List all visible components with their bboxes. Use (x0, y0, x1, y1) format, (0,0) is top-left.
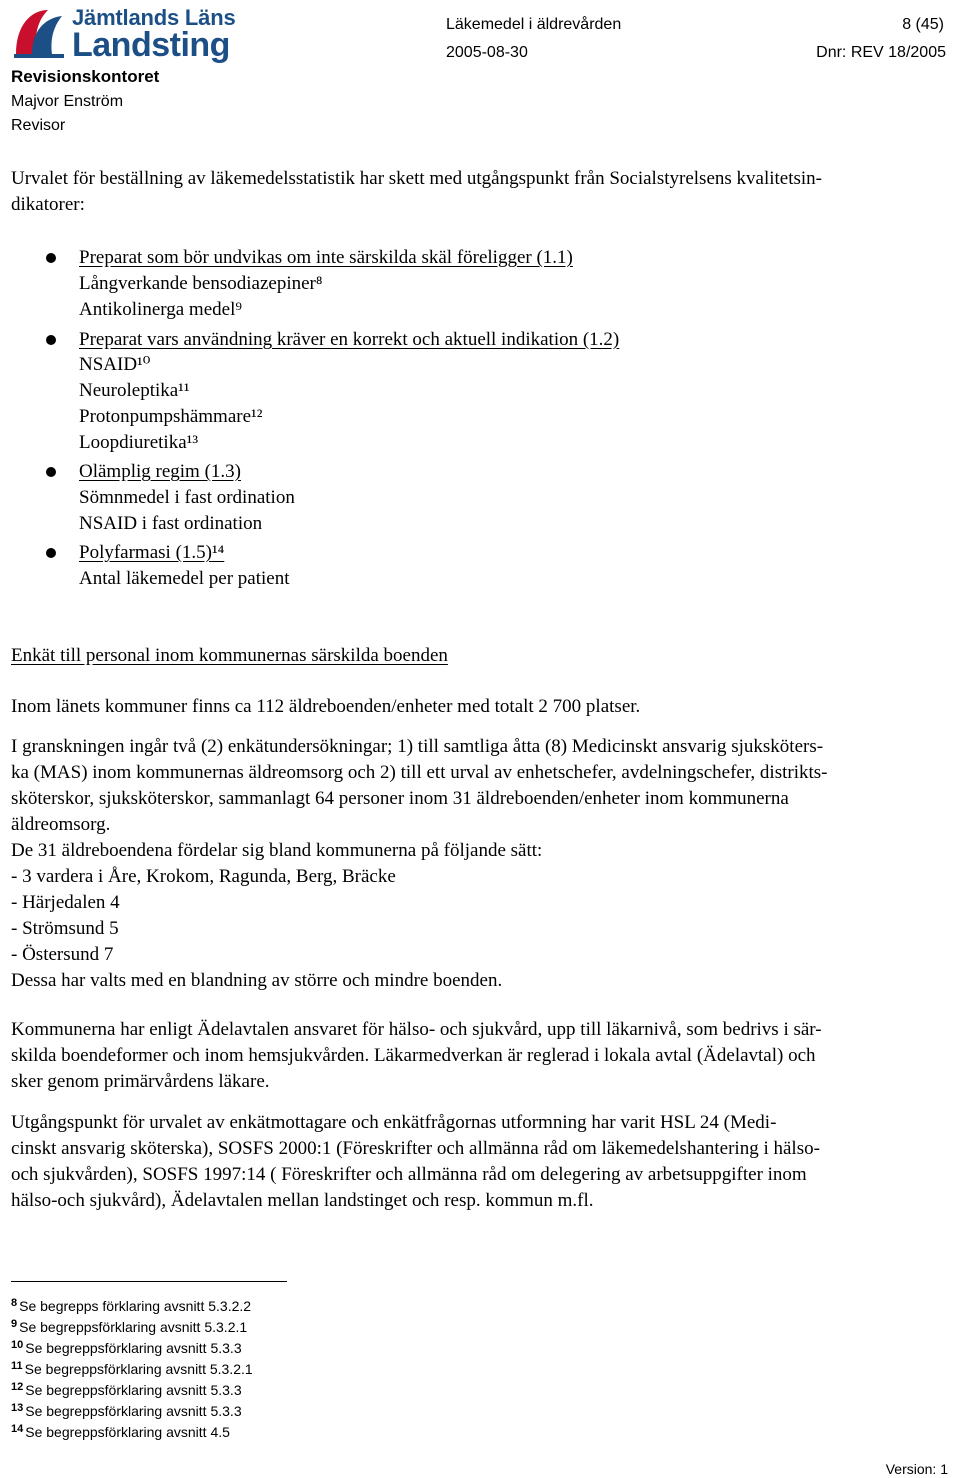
bullet-icon (46, 467, 56, 477)
indicator-item: NSAID i fast ordination (79, 513, 263, 534)
paragraph-facilities: Inom länets kommuner finns ca 112 äldreboenden/enheter med totalt 2 700 platser. (11, 696, 641, 717)
footnote-text: Se begreppsförklaring avsnitt 4.5 (25, 1424, 230, 1440)
indicator-item: Antal läkemedel per patient (79, 568, 290, 589)
text-line: - Östersund 7 (11, 944, 114, 965)
footnote-text: Se begreppsförklaring avsnitt 5.3.2.1 (24, 1361, 253, 1377)
text-line: ka (MAS) inom kommunernas äldreomsorg och 2) till ett urval av enhetschefer, avdelningschefer, distrikts- (11, 762, 828, 783)
footnote-text: Se begrepps förklaring avsnitt 5.3.2.2 (19, 1298, 252, 1314)
footnote-text: Se begreppsförklaring avsnitt 5.3.3 (25, 1403, 242, 1419)
footnote (11, 1381, 242, 1398)
indicator-item: NSAID¹⁰ (79, 354, 151, 375)
footnote (11, 1318, 247, 1335)
indicator-item: Långverkande bensodiazepiner⁸ (79, 273, 323, 294)
intro-line: dikatorer: (11, 194, 85, 215)
footnote-text: Se begreppsförklaring avsnitt 5.3.3 (25, 1340, 242, 1356)
text-line: Dessa har valts med en blandning av större och mindre boenden. (11, 970, 503, 991)
paragraph-responsibility (11, 1017, 949, 1095)
footnote-number: 9 (11, 1318, 18, 1330)
page-number: 8 (45) (902, 16, 944, 33)
paragraph-survey (11, 734, 949, 994)
footnote (11, 1402, 242, 1419)
text-line: cinskt ansvarig sköterska), SOSFS 2000:1 (Föreskrifter och allmänna råd om läkemedelshantering i hälso- (11, 1138, 820, 1159)
paragraph-basis (11, 1110, 949, 1214)
document-reference: Dnr: REV 18/2005 (816, 44, 946, 61)
indicator-title: Olämplig regim (1.3) (79, 461, 241, 482)
organization-logo (8, 2, 236, 66)
indicator-item: Loopdiuretika¹³ (79, 432, 199, 453)
bullet-icon (46, 253, 56, 263)
footnote-text: Se begreppsförklaring avsnitt 5.3.3 (25, 1382, 242, 1398)
footnote-number: 12 (11, 1381, 24, 1393)
author-role: Revisor (11, 117, 66, 134)
indicator-item: Protonpumpshämmare¹² (79, 406, 263, 427)
document-date: 2005-08-30 (446, 44, 528, 61)
logo-text-line1: Jämtlands Läns (72, 5, 236, 30)
text-line: - Härjedalen 4 (11, 892, 120, 913)
author-name: Majvor Enström (11, 93, 124, 110)
footnote-number: 10 (11, 1339, 24, 1351)
text-line: Kommunerna har enligt Ädelavtalen ansvaret för hälso- och sjukvård, upp till läkarnivå, som bedrivs i sär- (11, 1019, 822, 1040)
version-label: Version: 1 (885, 1461, 948, 1477)
text-line: De 31 äldreboendena fördelar sig bland kommunerna på följande sätt: (11, 840, 543, 861)
text-line: äldreomsorg. (11, 814, 111, 835)
text-line: - Strömsund 5 (11, 918, 119, 939)
text-line: - 3 vardera i Åre, Krokom, Ragunda, Berg, Bräcke (11, 866, 396, 887)
bullet-icon (46, 548, 56, 558)
indicator-title: Preparat vars användning kräver en korrekt och aktuell indikation (1.2) (79, 329, 620, 350)
text-line: skilda boendeformer och inom hemsjukvården. Läkarmedverkan är reglerad i lokala avtal (Ädelavtal) och (11, 1045, 816, 1066)
footnote (11, 1339, 242, 1356)
indicator-title: Polyfarmasi (1.5)¹⁴ (79, 542, 225, 563)
logo-text-line2: Landsting (72, 26, 230, 64)
bullet-icon (46, 335, 56, 345)
footnote-number: 11 (11, 1360, 23, 1372)
text-line: I granskningen ingår två (2) enkätundersökningar; 1) till samtliga åtta (8) Medicinskt ansvarig sjuksköters- (11, 736, 824, 757)
indicator-item: Neuroleptika¹¹ (79, 380, 190, 401)
footnote-separator (11, 1281, 287, 1282)
intro-line: Urvalet för beställning av läkemedelsstatistik har skett med utgångspunkt från Socialstyrelsens kvalitetsin- (11, 168, 822, 189)
landsting-emblem-icon (10, 4, 68, 62)
department-name: Revisionskontoret (11, 67, 160, 86)
indicator-title: Preparat som bör undvikas om inte särskilda skäl föreligger (1.1) (79, 247, 573, 268)
footnote (11, 1297, 251, 1314)
footnote-number: 13 (11, 1402, 24, 1414)
text-line: Utgångspunkt för urvalet av enkätmottagare och enkätfrågornas utformning har varit HSL 24 (Medi- (11, 1112, 777, 1133)
footnote (11, 1360, 253, 1377)
text-line: hälso-och sjukvård), Ädelavtalen mellan landstinget och resp. kommun m.fl. (11, 1190, 594, 1211)
text-line: och sjukvården), SOSFS 1997:14 ( Föreskrifter och allmänna råd om delegering av arbetsuppgifter inom (11, 1164, 807, 1185)
intro-paragraph (11, 166, 949, 218)
footnote-number: 8 (11, 1297, 18, 1309)
document-title: Läkemedel i äldrevården (446, 16, 622, 33)
footnote-number: 14 (11, 1423, 24, 1435)
section-heading: Enkät till personal inom kommunernas särskilda boenden (11, 645, 448, 666)
text-line: sker genom primärvårdens läkare. (11, 1071, 270, 1092)
text-line: sköterskor, sjuksköterskor, sammanlagt 64 personer inom 31 äldreboenden/enheter inom kommunerna (11, 788, 789, 809)
indicator-item: Antikolinerga medel⁹ (79, 299, 242, 320)
indicator-item: Sömnmedel i fast ordination (79, 487, 295, 508)
footnote-text: Se begreppsförklaring avsnitt 5.3.2.1 (19, 1319, 248, 1335)
footnote (11, 1423, 230, 1440)
